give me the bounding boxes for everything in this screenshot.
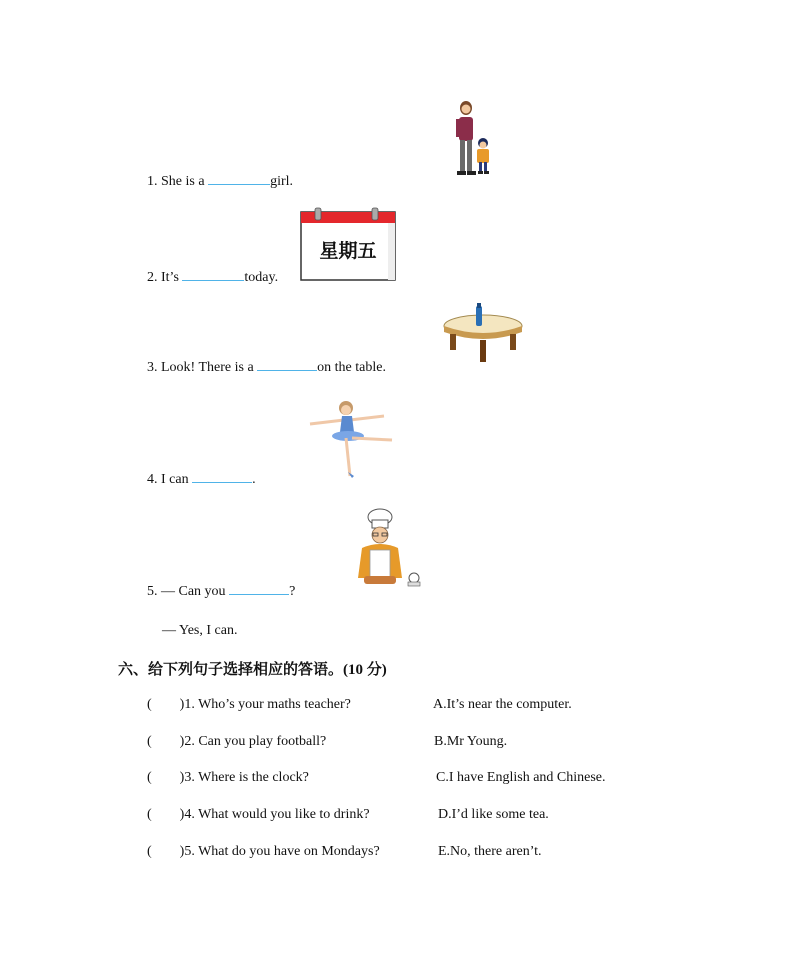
- question-number: 2.: [147, 270, 158, 285]
- matching-option-e: E.No, there aren’t.: [438, 844, 542, 859]
- fill-blank-2: [147, 266, 278, 287]
- answer-line-5: — Yes, I can.: [162, 623, 238, 638]
- table-with-bottle-illustration: [442, 302, 524, 364]
- answer-paren-open: (: [147, 844, 152, 859]
- matching-option-d: D.I’d like some tea.: [438, 807, 549, 822]
- question-number: )4.: [179, 807, 195, 822]
- answer-blank[interactable]: [182, 266, 244, 281]
- matching-option-c: C.I have English and Chinese.: [436, 770, 606, 785]
- question-text-before: She is a: [161, 174, 209, 189]
- section-title: [118, 658, 387, 679]
- section-score: (10 分): [343, 662, 387, 678]
- question-text: Can you play football?: [198, 734, 327, 749]
- question-text-before: I can: [161, 472, 193, 487]
- calendar-friday-illustration: [300, 207, 396, 281]
- question-text: Who’s your maths teacher?: [198, 697, 351, 712]
- question-number: 5.: [147, 584, 158, 599]
- fill-blank-4: [147, 468, 256, 489]
- matching-question-4: [147, 806, 370, 824]
- answer-blank[interactable]: [208, 170, 270, 185]
- fill-blank-1: [147, 170, 293, 191]
- question-number: )1.: [179, 697, 195, 712]
- answer-paren-open: (: [147, 770, 152, 785]
- question-number: 4.: [147, 472, 158, 487]
- matching-question-3: [147, 769, 309, 787]
- fill-blank-5: [147, 580, 295, 601]
- matching-question-2: [147, 733, 326, 751]
- question-text: Where is the clock?: [198, 770, 309, 785]
- matching-option-a: A.It’s near the computer.: [433, 697, 572, 712]
- section-title-text: 六、给下列句子选择相应的答语。: [118, 660, 344, 678]
- question-number: 3.: [147, 360, 158, 375]
- answer-blank[interactable]: [257, 356, 317, 371]
- question-text-after: girl.: [270, 174, 294, 189]
- question-text-before: It’s: [161, 270, 183, 285]
- question-text: What would you like to drink?: [198, 807, 370, 822]
- question-text-after: ?: [289, 584, 296, 599]
- question-text-before: Look! There is a: [161, 360, 258, 375]
- question-text-before: — Can you: [161, 584, 230, 599]
- calendar-text: 星期五: [319, 240, 377, 262]
- question-number: )3.: [179, 770, 195, 785]
- cook-chef-illustration: [356, 508, 426, 592]
- question-text-after: on the table.: [317, 360, 386, 375]
- mother-and-girl-illustration: [448, 100, 496, 180]
- question-number: )2.: [179, 734, 195, 749]
- answer-paren-open: (: [147, 734, 152, 749]
- answer-blank[interactable]: [192, 468, 252, 483]
- matching-question-5: [147, 843, 380, 861]
- question-text: What do you have on Mondays?: [198, 844, 380, 859]
- question-number: )5.: [179, 844, 195, 859]
- answer-blank[interactable]: [229, 580, 289, 595]
- matching-question-1: [147, 696, 351, 714]
- answer-paren-open: (: [147, 807, 152, 822]
- answer-paren-open: (: [147, 697, 152, 712]
- question-text-after: .: [252, 472, 256, 487]
- question-text-after: today.: [244, 270, 279, 285]
- question-number: 1.: [147, 174, 158, 189]
- ballet-dancer-illustration: [308, 398, 396, 480]
- matching-option-b: B.Mr Young.: [434, 734, 508, 749]
- fill-blank-3: [147, 356, 386, 377]
